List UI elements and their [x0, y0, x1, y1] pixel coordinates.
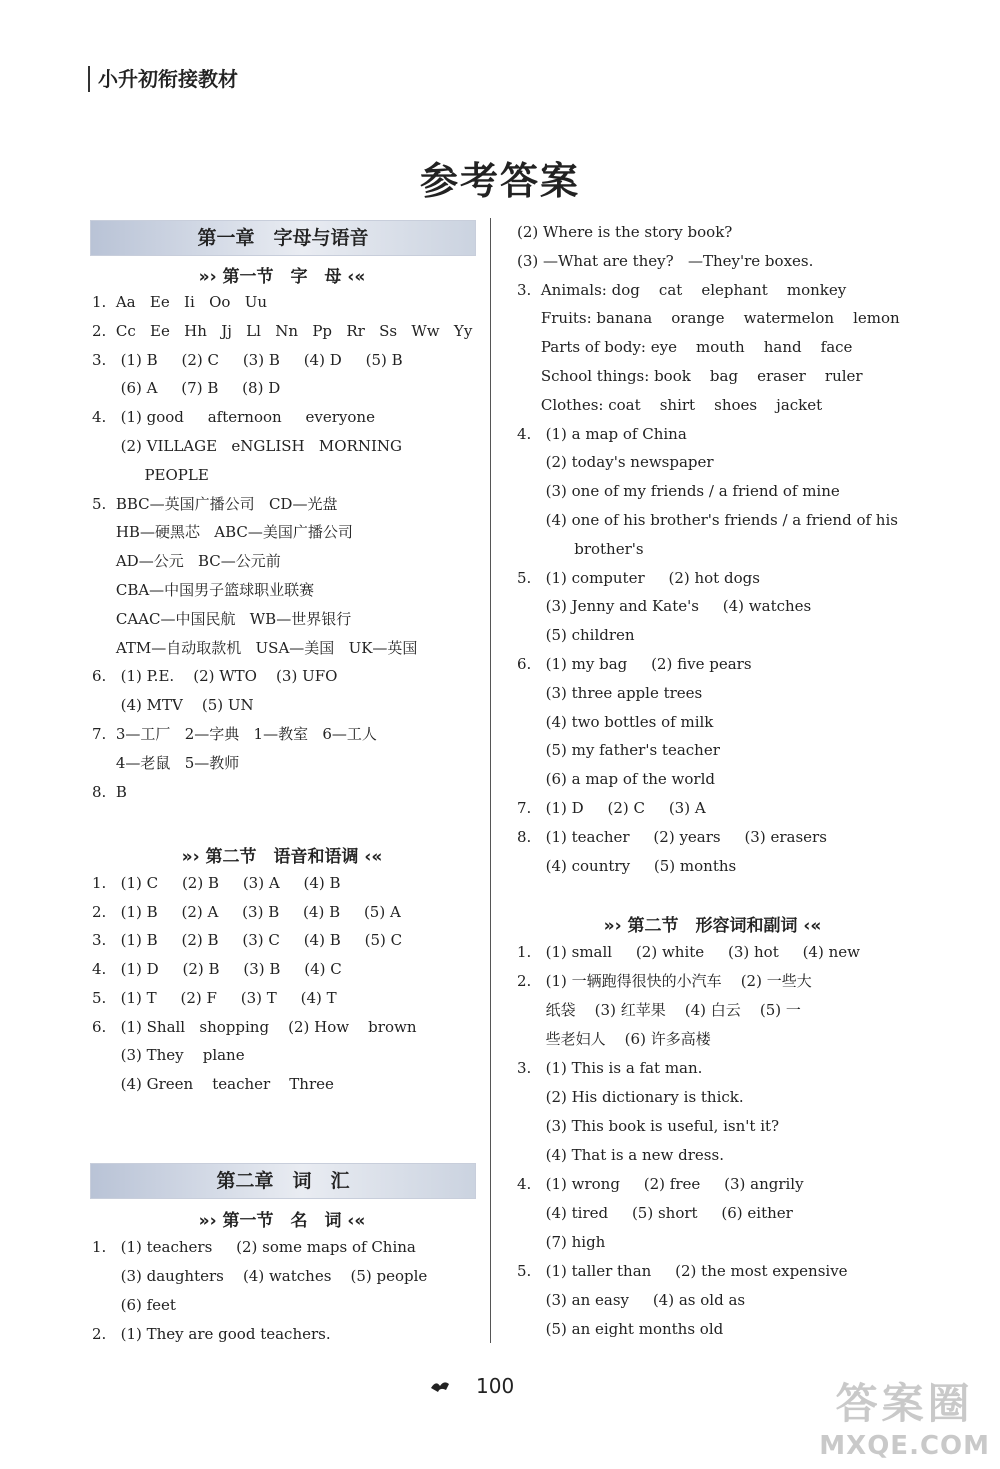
answer-line: Parts of body: eye mouth hand face: [517, 338, 853, 357]
answer-line: 纸袋 (3) 红苹果 (4) 白云 (5) 一: [517, 1001, 801, 1019]
answer-line: 7. (1) D (2) C (3) A: [517, 799, 706, 817]
answer-line: 3. (1) B (2) C (3) B (4) D (5) B: [92, 350, 403, 369]
answer-line: 5. (1) computer (2) hot dogs: [517, 568, 760, 587]
answer-line: 7. 3—工厂 2—字典 1—教室 6—工人: [92, 725, 377, 743]
answer-line: 5. (1) taller than (2) the most expensive: [517, 1262, 848, 1280]
answer-line: (3) —What are they? —They're boxes.: [517, 251, 814, 270]
answer-line: 4. (1) a map of China: [517, 424, 687, 443]
watermark-url: MXQE.COM: [819, 1431, 990, 1461]
answer-line: 4. (1) D (2) B (3) B (4) C: [92, 960, 342, 979]
answer-line: 4—老鼠 5—教师: [92, 753, 240, 772]
answer-line: Fruits: banana orange watermelon lemon: [517, 309, 900, 328]
answer-line: CAAC—中国民航 WB—世界银行: [92, 609, 352, 628]
answer-line: brother's: [517, 539, 644, 558]
answer-line: (3) Jenny and Kate's (4) watches: [517, 597, 812, 616]
chapter-1-banner: 第一章 字母与语音: [90, 220, 476, 256]
answer-line: (2) Where is the story book?: [517, 223, 733, 241]
answer-line: 1. (1) small (2) white (3) hot (4) new: [517, 943, 860, 961]
answer-line: 1. Aa Ee Ii Oo Uu: [92, 293, 268, 311]
answer-line: 6. (1) P.E. (2) WTO (3) UFO: [92, 667, 338, 686]
section-3-heading: »› 第一节 名 词 ‹«: [198, 1211, 366, 1231]
section-1-heading: »› 第一节 字 母 ‹«: [198, 267, 366, 287]
answer-line: (3) one of my friends / a friend of mine: [517, 482, 840, 501]
watermark-logo: 答案圈: [835, 1379, 974, 1428]
answer-line: (3) three apple trees: [517, 683, 703, 702]
section-2-heading: »› 第二节 语音和语调 ‹«: [181, 847, 383, 867]
answer-line: 6. (1) Shall shopping (2) How brown: [92, 1017, 417, 1036]
answer-line: 3. (1) B (2) B (3) C (4) B (5) C: [92, 931, 403, 950]
answer-line: (4) country (5) months: [517, 856, 737, 875]
answer-line: 2. Cc Ee Hh Jj Ll Nn Pp Rr Ss Ww Yy: [92, 321, 473, 340]
answer-line: CBA—中国男子篮球职业联赛: [92, 581, 315, 599]
answer-line: 6. (1) my bag (2) five pears: [517, 655, 752, 673]
answer-line: (4) one of his brother's friends / a friend of his: [517, 511, 898, 529]
answer-line: (3) They plane: [92, 1046, 245, 1065]
section-4-heading: »› 第二节 形容词和副词 ‹«: [603, 916, 822, 936]
answer-line: (5) an eight months old: [517, 1320, 724, 1338]
answer-line: (5) children: [517, 626, 635, 645]
answer-line: 4. (1) good afternoon everyone: [92, 408, 375, 427]
answer-line: 2. (1) B (2) A (3) B (4) B (5) A: [92, 902, 401, 921]
answer-line: School things: book bag eraser ruler: [517, 367, 863, 385]
answer-line: (7) high: [517, 1233, 606, 1251]
chapter-2-banner: 第二章 词 汇: [90, 1163, 476, 1199]
answer-line: 1. (1) teachers (2) some maps of China: [92, 1238, 416, 1256]
answer-line: (3) daughters (4) watches (5) people: [92, 1267, 428, 1285]
answer-line: (4) That is a new dress.: [517, 1146, 724, 1164]
answer-line: (5) my father's teacher: [517, 741, 720, 760]
answer-line: (4) MTV (5) UN: [92, 696, 254, 715]
answer-line: (2) today's newspaper: [517, 453, 714, 472]
answer-line: 1. (1) C (2) B (3) A (4) B: [92, 874, 341, 892]
watermark: [819, 1371, 990, 1461]
answer-line: HB—硬黑芯 ABC—美国广播公司: [92, 523, 353, 542]
answer-line: 5. BBC—英国广播公司 CD—光盘: [92, 494, 338, 513]
answer-line: (6) feet: [92, 1296, 176, 1314]
answer-line: (4) tired (5) short (6) either: [517, 1204, 793, 1222]
answer-line: (2) VILLAGE eNGLISH MORNING: [92, 437, 403, 455]
answer-line: 5. (1) T (2) F (3) T (4) T: [92, 988, 337, 1007]
answer-line: (3) This book is useful, isn't it?: [517, 1117, 780, 1135]
answer-line: 2. (1) 一辆跑得很快的小汽车 (2) 一些大: [517, 972, 812, 990]
answer-line: 4. (1) wrong (2) free (3) angrily: [517, 1175, 804, 1193]
page-title: 参考答案: [419, 159, 580, 203]
answer-line: (3) an easy (4) as old as: [517, 1291, 746, 1309]
answer-line: (2) His dictionary is thick.: [517, 1088, 744, 1106]
answer-line: 些老妇人 (6) 许多高楼: [517, 1030, 711, 1048]
answer-line: Clothes: coat shirt shoes jacket: [517, 395, 823, 414]
answer-line: 3. Animals: dog cat elephant monkey: [517, 280, 847, 299]
answer-line: (4) two bottles of milk: [517, 712, 714, 731]
answer-line: 8. (1) teacher (2) years (3) erasers: [517, 827, 827, 846]
column-divider: [490, 218, 491, 1343]
answer-line: 3. (1) This is a fat man.: [517, 1059, 703, 1077]
answer-line: (6) a map of the world: [517, 770, 715, 789]
answer-line: 8. B: [92, 782, 127, 801]
bird-icon: [430, 1378, 450, 1394]
answer-line: ATM—自动取款机 USA—美国 UK—英国: [92, 638, 418, 657]
answer-line: AD—公元 BC—公元前: [92, 552, 281, 571]
book-series-header: 小升初衔接教材: [88, 66, 238, 92]
answer-line: 2. (1) They are good teachers.: [92, 1325, 331, 1343]
page-number: 100: [476, 1374, 515, 1398]
answer-line: PEOPLE: [92, 465, 209, 484]
answer-line: (6) A (7) B (8) D: [92, 379, 281, 398]
answer-line: (4) Green teacher Three: [92, 1074, 334, 1093]
